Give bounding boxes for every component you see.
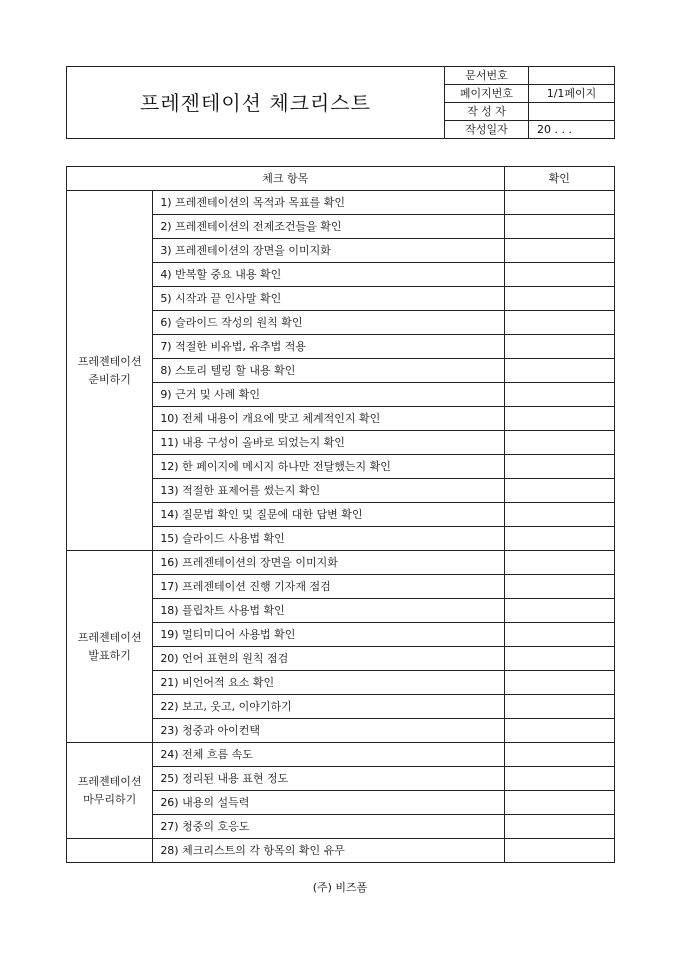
confirm-checkbox-cell[interactable]	[504, 215, 614, 239]
confirm-checkbox-cell[interactable]	[504, 695, 614, 719]
confirm-checkbox-cell[interactable]	[504, 671, 614, 695]
check-item-label: 2) 프레젠테이션의 전제조건들을 확인	[153, 215, 504, 239]
confirm-checkbox-cell[interactable]	[504, 191, 614, 215]
group-label	[67, 551, 153, 743]
group-label	[67, 743, 153, 839]
date-value: 20 . . .	[529, 121, 615, 139]
group-label-line1: 프레젠테이션	[77, 354, 142, 368]
confirm-checkbox-cell[interactable]	[504, 407, 614, 431]
check-item-label: 8) 스토리 텔링 할 내용 확인	[153, 359, 504, 383]
check-item-label: 17) 프레젠테이션 진행 기자재 점검	[153, 575, 504, 599]
document-title: 프레젠테이션 체크리스트	[67, 67, 445, 139]
page-number-label: 페이지번호	[445, 85, 529, 103]
check-item-label: 25) 정리된 내용 표현 정도	[153, 767, 504, 791]
check-item-label: 19) 멀티미디어 사용법 확인	[153, 623, 504, 647]
checklist-table	[66, 166, 615, 863]
checklist-body	[67, 191, 615, 863]
check-item-label: 21) 비언어적 요소 확인	[153, 671, 504, 695]
footer-company: (주) 비즈폼	[312, 881, 368, 894]
check-item-label: 16) 프레젠테이션의 장면을 이미지화	[153, 551, 504, 575]
doc-number-value	[529, 67, 615, 85]
group-label-line1: 프레젠테이션	[77, 630, 142, 644]
check-item-label: 18) 플립차트 사용법 확인	[153, 599, 504, 623]
check-item-label: 15) 슬라이드 사용법 확인	[153, 527, 504, 551]
check-item-label: 3) 프레젠테이션의 장면을 이미지화	[153, 239, 504, 263]
page-number-value: 1/1페이지	[529, 85, 615, 103]
confirm-checkbox-cell[interactable]	[504, 287, 614, 311]
check-item-label: 27) 청중의 호응도	[153, 815, 504, 839]
check-item-label: 10) 전체 내용이 개요에 맞고 체계적인지 확인	[153, 407, 504, 431]
check-item-label: 6) 슬라이드 작성의 원칙 확인	[153, 311, 504, 335]
confirm-checkbox-cell[interactable]	[504, 551, 614, 575]
confirm-checkbox-cell[interactable]	[504, 791, 614, 815]
confirm-checkbox-cell[interactable]	[504, 719, 614, 743]
check-item-label: 14) 질문법 확인 및 질문에 대한 답변 확인	[153, 503, 504, 527]
confirm-checkbox-cell[interactable]	[504, 359, 614, 383]
confirm-checkbox-cell[interactable]	[504, 335, 614, 359]
column-header-item: 체크 항목	[67, 167, 505, 191]
checklist-row	[67, 551, 615, 575]
doc-number-label: 문서번호	[445, 67, 529, 85]
check-item-label: 5) 시작과 끝 인사말 확인	[153, 287, 504, 311]
group-label-line2: 마무리하기	[83, 792, 137, 806]
check-item-label: 26) 내용의 설득력	[153, 791, 504, 815]
check-item-label: 12) 한 페이지에 메시지 하나만 전달했는지 확인	[153, 455, 504, 479]
checklist-row	[67, 839, 615, 863]
check-item-label: 20) 언어 표현의 원칙 점검	[153, 647, 504, 671]
check-item-label: 13) 적절한 표제어를 썼는지 확인	[153, 479, 504, 503]
confirm-checkbox-cell[interactable]	[504, 479, 614, 503]
check-item-label: 24) 전체 흐름 속도	[153, 743, 504, 767]
confirm-checkbox-cell[interactable]	[504, 599, 614, 623]
group-label	[67, 191, 153, 551]
confirm-checkbox-cell[interactable]	[504, 311, 614, 335]
confirm-checkbox-cell[interactable]	[504, 431, 614, 455]
confirm-checkbox-cell[interactable]	[504, 383, 614, 407]
confirm-checkbox-cell[interactable]	[504, 263, 614, 287]
check-item-label: 23) 청중과 아이컨택	[153, 719, 504, 743]
group-label	[67, 839, 153, 863]
check-item-label: 22) 보고, 웃고, 이야기하기	[153, 695, 504, 719]
group-label-line2: 준비하기	[88, 372, 131, 386]
check-item-label: 9) 근거 및 사례 확인	[153, 383, 504, 407]
confirm-checkbox-cell[interactable]	[504, 839, 614, 863]
confirm-checkbox-cell[interactable]	[504, 527, 614, 551]
column-header-confirm: 확인	[504, 167, 614, 191]
confirm-checkbox-cell[interactable]	[504, 647, 614, 671]
confirm-checkbox-cell[interactable]	[504, 575, 614, 599]
check-item-label: 28) 체크리스트의 각 항목의 확인 유무	[153, 839, 504, 863]
document-header	[66, 66, 615, 139]
confirm-checkbox-cell[interactable]	[504, 503, 614, 527]
group-label-line2: 발표하기	[88, 648, 131, 662]
author-label: 작 성 자	[445, 103, 529, 121]
confirm-checkbox-cell[interactable]	[504, 743, 614, 767]
check-item-label: 11) 내용 구성이 올바로 되었는지 확인	[153, 431, 504, 455]
group-label-line1: 프레젠테이션	[77, 774, 142, 788]
check-item-label: 1) 프레젠테이션의 목적과 목표를 확인	[153, 191, 504, 215]
confirm-checkbox-cell[interactable]	[504, 623, 614, 647]
author-value	[529, 103, 615, 121]
confirm-checkbox-cell[interactable]	[504, 815, 614, 839]
checklist-row	[67, 191, 615, 215]
check-item-label: 7) 적절한 비유법, 유추법 적용	[153, 335, 504, 359]
check-item-label: 4) 반복할 중요 내용 확인	[153, 263, 504, 287]
date-label: 작성일자	[445, 121, 529, 139]
confirm-checkbox-cell[interactable]	[504, 455, 614, 479]
confirm-checkbox-cell[interactable]	[504, 239, 614, 263]
confirm-checkbox-cell[interactable]	[504, 767, 614, 791]
checklist-row	[67, 743, 615, 767]
